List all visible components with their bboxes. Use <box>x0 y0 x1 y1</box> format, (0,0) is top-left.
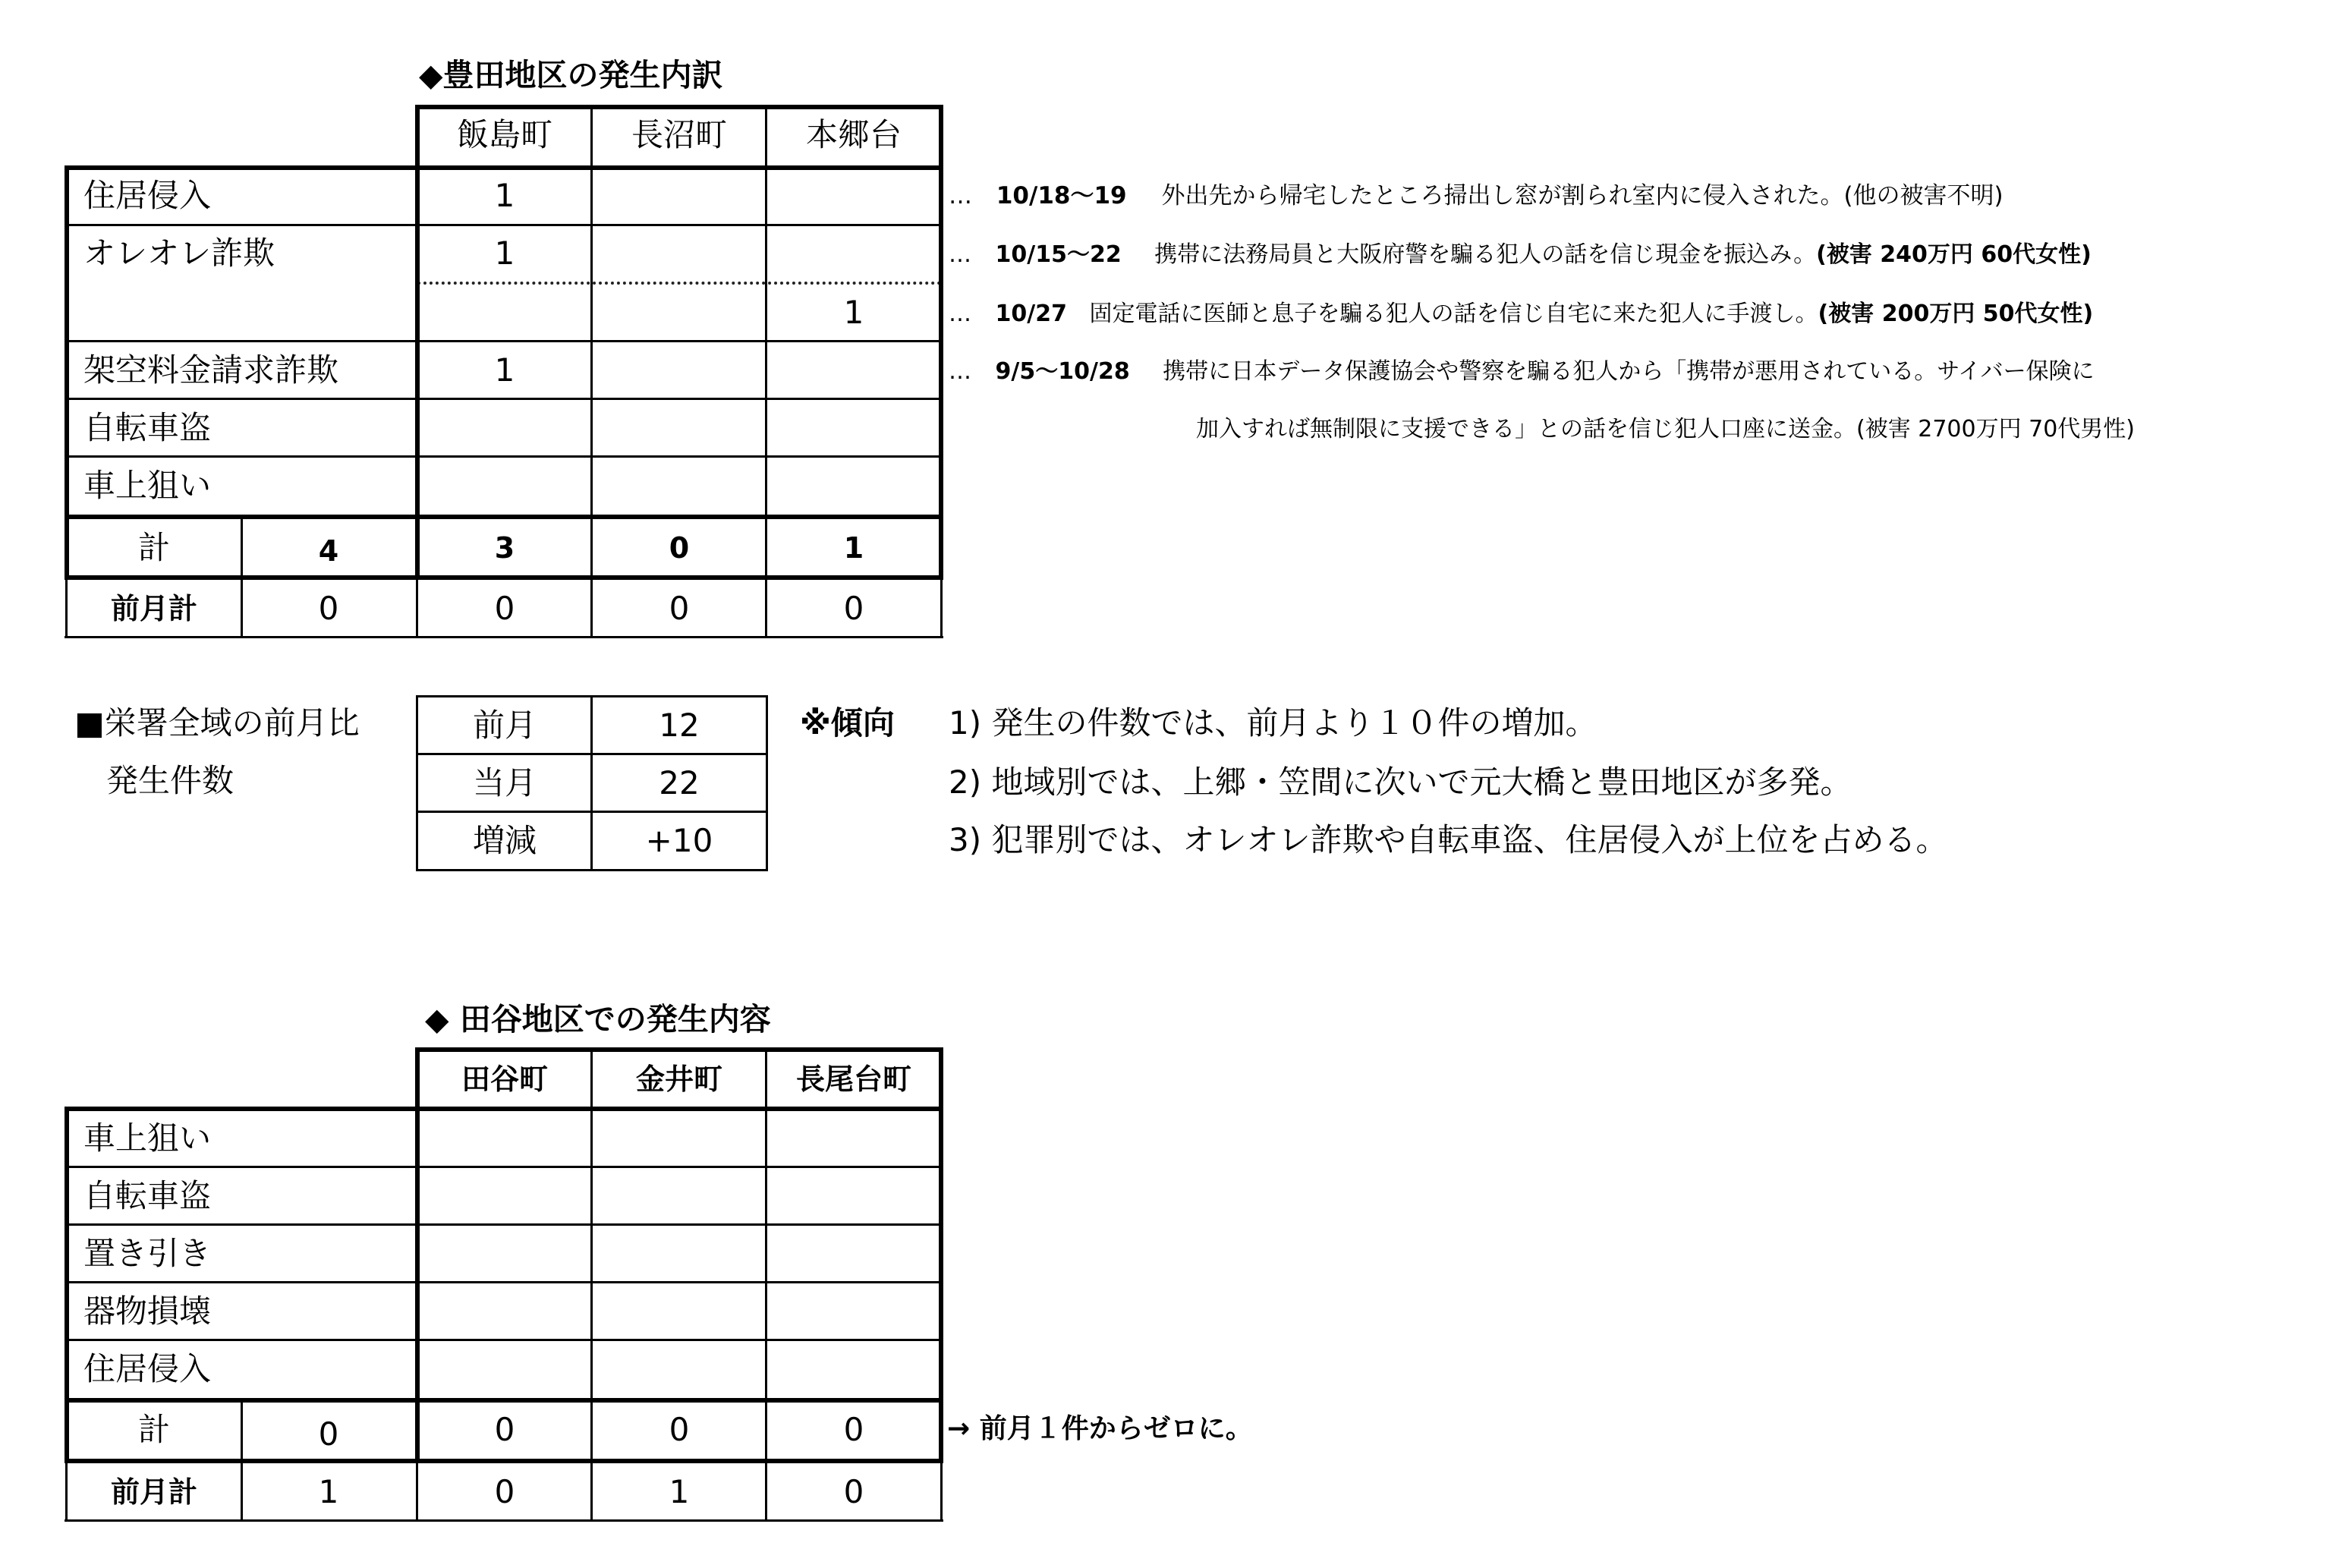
table-row-label: 器物損壊 <box>83 1292 212 1330</box>
prev-total-cell: 0 <box>494 1473 515 1510</box>
note-dots: … <box>949 358 971 385</box>
toyota-section-title: ◆豊田地区の発生内訳 <box>419 57 723 93</box>
total-cell: 1 <box>843 531 864 565</box>
table-cell: 1 <box>843 294 864 331</box>
table-cell <box>592 399 766 457</box>
table-cell <box>766 1167 941 1225</box>
table-cell <box>592 342 766 399</box>
total-cell: 3 <box>494 531 515 565</box>
note-date: 10/27 <box>995 301 1067 327</box>
incident-note <box>949 299 2093 329</box>
table-cell <box>766 167 941 225</box>
total-sum: 0 <box>318 1415 339 1453</box>
table-cell <box>592 225 766 282</box>
toyota-col-header: 長沼町 <box>631 116 727 153</box>
note-date: 10/18〜19 <box>996 182 1127 209</box>
table-cell <box>417 1283 592 1340</box>
prev-total-label: 前月計 <box>110 592 197 625</box>
table-row-label: 住居侵入 <box>83 1350 212 1387</box>
note-date: 10/15〜22 <box>995 241 1122 268</box>
incident-note <box>949 240 2092 270</box>
total-sum: 4 <box>318 534 339 568</box>
table-cell: 1 <box>494 177 515 214</box>
trend-item: 1) 発生の件数では、前月より１０件の増加。 <box>949 704 1597 741</box>
note-dots: … <box>949 182 972 209</box>
total-cell: 0 <box>494 1411 515 1448</box>
total-label: 計 <box>137 529 170 566</box>
prev-total-cell: 0 <box>843 590 864 627</box>
table-row-label: 車上狙い <box>83 1119 212 1157</box>
table-row-label: 架空料金請求詐欺 <box>83 351 339 389</box>
table-cell <box>417 399 592 457</box>
total-cell: 0 <box>669 531 690 565</box>
total-cell: 0 <box>669 1411 690 1448</box>
table-cell: 1 <box>494 235 515 272</box>
table-row-label <box>67 284 416 342</box>
table-cell <box>766 399 941 457</box>
table-cell <box>592 457 766 515</box>
trend-item: 2) 地域別では、上郷・笠間に次いで元大橋と豊田地区が多発。 <box>949 764 1852 801</box>
table-cell <box>592 1167 766 1225</box>
prev-total-label: 前月計 <box>110 1475 197 1509</box>
prev-total-cell: 1 <box>669 1473 690 1510</box>
note-damage: (被害 200万円 50代女性) <box>1818 301 2094 327</box>
note-text: 固定電話に医師と息子を騙る犯人の話を信じ自宅に来た犯人に手渡し。 <box>1089 301 1818 327</box>
table-cell <box>417 457 592 515</box>
comparison-label: 当月 <box>472 764 537 801</box>
prev-total-cell: 0 <box>494 590 515 627</box>
comparison-subtitle: 発生件数 <box>106 762 234 799</box>
table-cell <box>766 1225 941 1283</box>
note-text: 外出先から帰宅したところ掃出し窓が割られ室内に侵入された。(他の被害不明) <box>1161 182 2003 209</box>
taya-col-header: 田谷町 <box>461 1063 548 1096</box>
table-cell <box>592 1340 766 1398</box>
trend-item: 3) 犯罪別では、オレオレ詐欺や自転車盗、住居侵入が上位を占める。 <box>949 821 1948 858</box>
incident-note-continued <box>1196 414 2135 445</box>
comparison-title: ■栄署全域の前月比 <box>74 704 360 741</box>
table-row-label: 住居侵入 <box>83 177 212 214</box>
table-cell: 1 <box>494 351 515 389</box>
table-cell <box>417 1340 592 1398</box>
toyota-col-header: 本郷台 <box>805 116 902 153</box>
table-row-label: 自転車盗 <box>83 1177 212 1214</box>
total-cell: 0 <box>843 1411 864 1448</box>
incident-note <box>949 181 2003 211</box>
note-dots: … <box>949 241 971 268</box>
trend-label: ※傾向 <box>800 704 895 741</box>
table-row-label: オレオレ詐欺 <box>83 235 275 272</box>
prev-total-cell: 0 <box>669 590 690 627</box>
table-cell <box>592 167 766 225</box>
table-cell <box>417 1110 592 1167</box>
taya-section-title: ◆ 田谷地区での発生内容 <box>425 1001 771 1037</box>
taya-col-header: 金井町 <box>635 1063 722 1096</box>
incident-note <box>949 357 2095 387</box>
comparison-label: 前月 <box>472 707 537 744</box>
note-date: 9/5〜10/28 <box>995 358 1130 385</box>
table-row-label: 自転車盗 <box>83 409 212 446</box>
prev-total-sum: 0 <box>318 590 339 627</box>
table-cell <box>766 1110 941 1167</box>
table-cell <box>592 1283 766 1340</box>
note-damage: (被害 240万円 60代女性) <box>1816 241 2092 268</box>
table-cell <box>766 225 941 282</box>
table-cell <box>766 342 941 399</box>
comparison-value: +10 <box>645 822 713 859</box>
taya-note: → 前月１件からゼロに。 <box>947 1413 1253 1444</box>
note-text: 携帯に法務局員と大阪府警を騙る犯人の話を信じ現金を振込み。 <box>1154 241 1817 268</box>
table-cell <box>766 1283 941 1340</box>
note-dots: … <box>949 301 971 327</box>
table-cell <box>592 1110 766 1167</box>
table-row-label: 置き引き <box>83 1235 212 1272</box>
table-cell <box>417 1225 592 1283</box>
table-cell <box>417 284 592 342</box>
table-cell <box>417 1167 592 1225</box>
table-cell <box>592 1225 766 1283</box>
prev-total-sum: 1 <box>318 1473 339 1510</box>
comparison-value: 22 <box>659 764 700 801</box>
table-cell <box>766 457 941 515</box>
prev-total-cell: 0 <box>843 1473 864 1510</box>
comparison-label: 増減 <box>472 822 537 859</box>
note-text: 加入すれば無制限に支援できる」との話を信じ犯人口座に送金。(被害 2700万円 70代男性) <box>1196 416 2136 442</box>
table-row-label: 車上狙い <box>83 467 212 504</box>
total-label: 計 <box>137 1411 170 1448</box>
taya-col-header: 長尾台町 <box>795 1063 911 1096</box>
table-cell <box>766 1340 941 1398</box>
table-cell <box>592 284 766 342</box>
toyota-col-header: 飯島町 <box>456 116 552 153</box>
comparison-value: 12 <box>659 707 700 744</box>
note-text: 携帯に日本データ保護協会や警察を騙る犯人から「携帯が悪用されている。サイバー保険に <box>1163 358 2095 385</box>
